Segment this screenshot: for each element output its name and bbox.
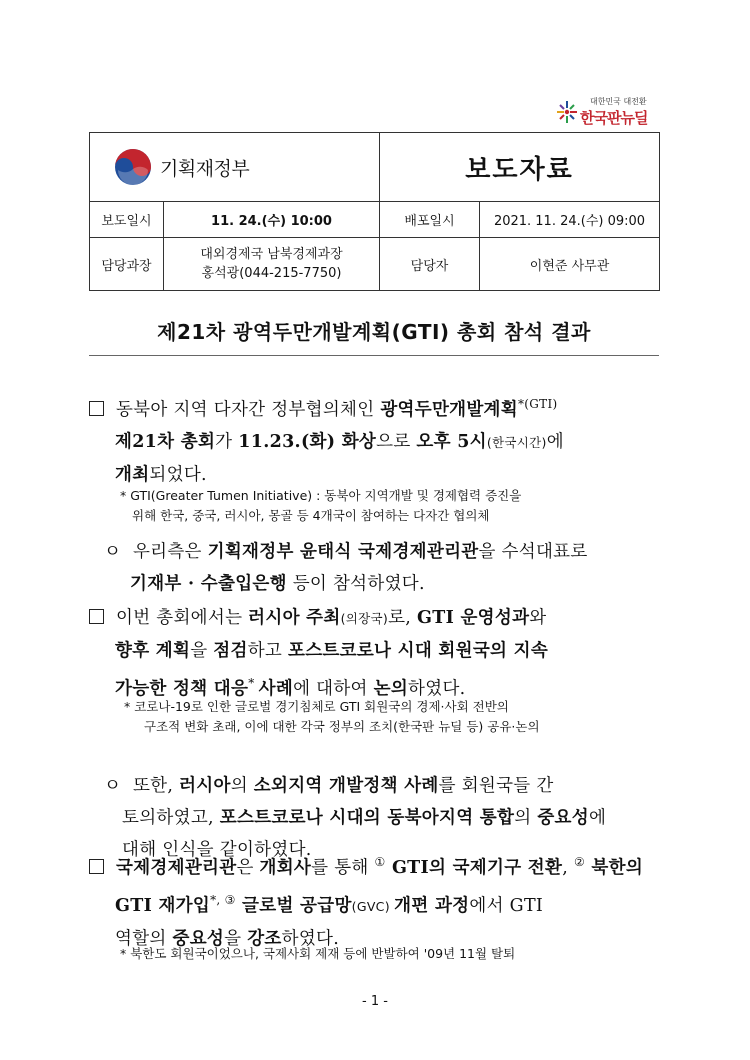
page-title: 제21차 광역두만개발계획(GTI) 총회 참석 결과 [157, 320, 591, 344]
dept-line2: 홍석광(044-215-7750) [201, 266, 342, 281]
paragraph-3: 국제경제관리관은 개회사를 통해 ① GTI의 국제기구 전환, ② 북한의 GTI 재가입*, ③ 글로벌 공급망(GVC) 개편 과정에서 GTI 역할의 중요성을 강조하였다. [89, 846, 669, 955]
ministry-cell [90, 133, 380, 202]
logo-name: 한국판뉴딜 [580, 109, 648, 127]
subpoint-2: ㅇ 또한, 러시아의 소외지역 개발정책 사례를 회원국들 간 토의하였고, 포스트코로나 시대의 동북아지역 통합의 중요성에 대해 인식을 같이하였다. [104, 776, 607, 860]
person-label: 담당자 [380, 238, 480, 291]
footnote-1: * GTI(Greater Tumen Initiative) : 동북아 지역개발 및 경제협력 증진을 위해 한국, 중국, 러시아, 몽골 등 4개국이 참여하는 다자간 협의체 [120, 488, 522, 523]
circle-bullet-icon: ㅇ [104, 542, 133, 562]
press-header-table [89, 132, 660, 291]
doc-type-cell [380, 133, 660, 202]
logo-slogan: 대한민국 대전환 [590, 97, 647, 106]
dept-label: 담당과장 [90, 238, 164, 291]
government-emblem-icon [114, 148, 152, 186]
circle-bullet-icon: ㅇ [104, 776, 133, 796]
checkbox-bullet-icon [89, 401, 104, 416]
person-value: 이현준 사무관 [480, 238, 660, 291]
release-label: 보도일시 [90, 202, 164, 238]
ministry-name: 기획재정부 [160, 157, 250, 180]
checkbox-bullet-icon [89, 859, 104, 874]
doc-type: 보도자료 [465, 154, 574, 185]
paragraph-2: 이번 총회에서는 러시아 주최(의장국)로, GTI 운영성과와 향후 계획을 점검하고 포스트코로나 시대 회원국의 지속 가능한 정책 대응* 사례에 대하여 논의하였다. [89, 602, 669, 705]
footnote-2: * 코로나-19로 인한 글로벌 경기침체로 GTI 회원국의 경제·사회 전반의 구조적 변화 초래, 이에 대한 각국 정부의 조치(한국판 뉴딜 등) 공유·논의 [124, 699, 540, 734]
distribute-label: 배포일시 [380, 202, 480, 238]
footnote-3: * 북한도 회원국이었으나, 국제사회 제재 등에 반발하여 '09년 11월 탈퇴 [120, 946, 516, 961]
new-deal-logo [556, 96, 666, 130]
dept-line1: 대외경제국 남북경제과장 [200, 247, 343, 262]
new-deal-sparkle-icon [556, 100, 578, 124]
checkbox-bullet-icon [89, 609, 104, 624]
release-value: 11. 24.(수) 10:00 [164, 202, 380, 238]
paragraph-1: 동북아 지역 다자간 정부협의체인 광역두만개발계획$^{*(GTI)}$ 제21차 총회가 11.23.(화) 화상으로 오후 5시(한국시간)에 개최되었다. [89, 388, 669, 491]
subpoint-1: ㅇ 우리측은 기획재정부 윤태식 국제경제관리관을 수석대표로 기재부 · 수출입은행 등이 참석하였다. [104, 542, 588, 594]
title-divider [89, 355, 659, 356]
dept-cell [164, 238, 380, 291]
distribute-value: 2021. 11. 24.(수) 09:00 [480, 202, 660, 238]
page-number: - 1 - [362, 994, 388, 1009]
